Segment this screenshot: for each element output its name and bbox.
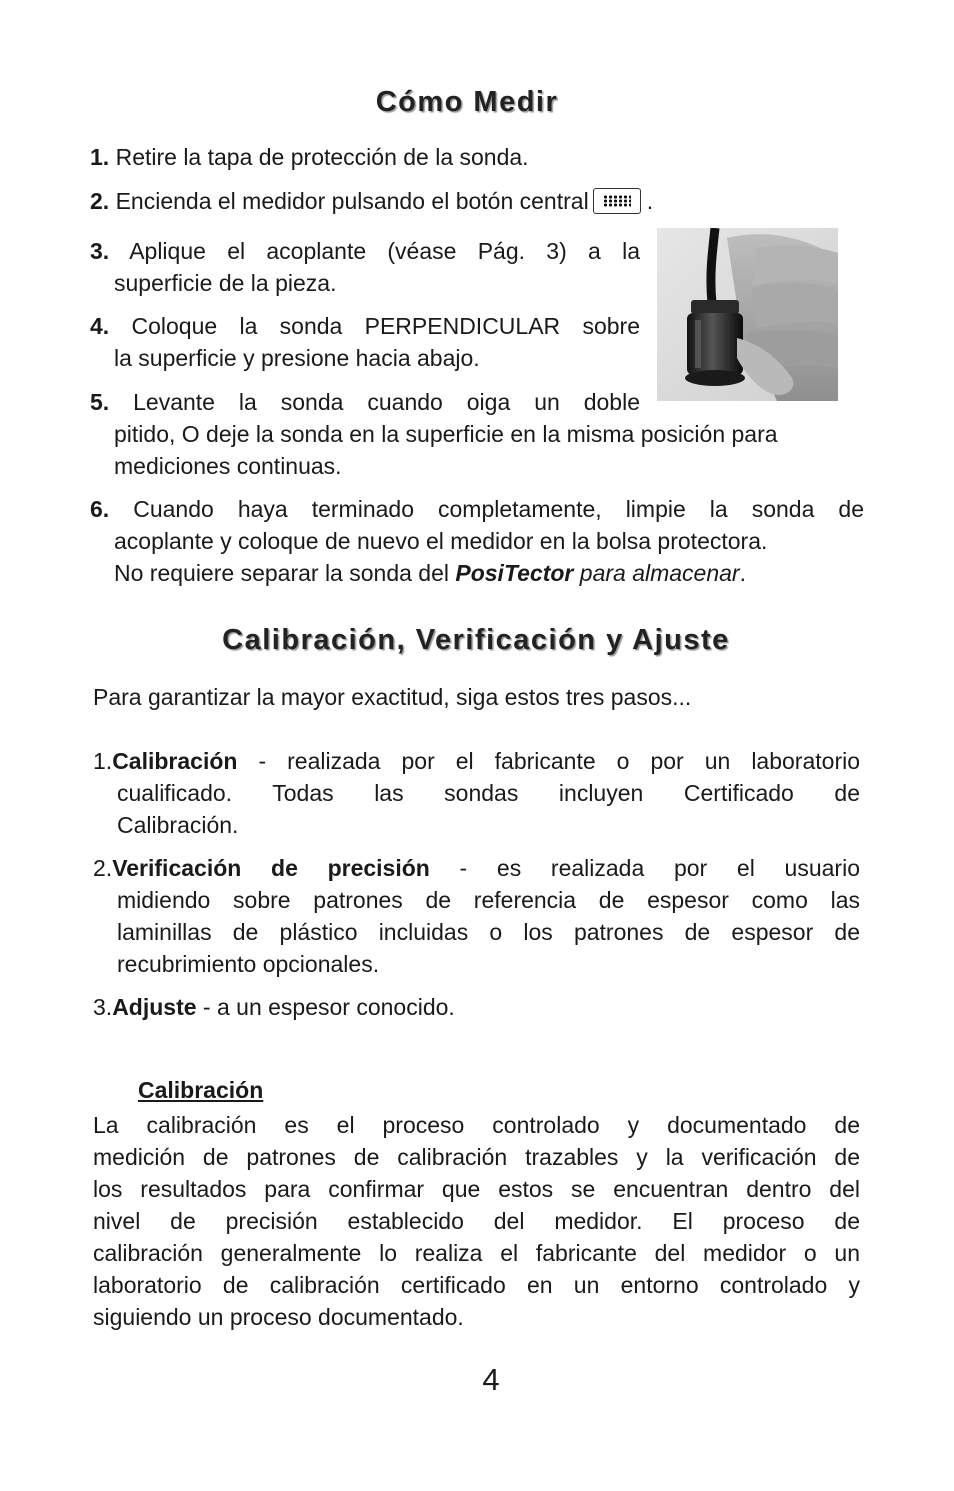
step-number: 1.	[90, 144, 110, 170]
step-4-line-1	[90, 310, 640, 342]
step-text: Coloque la sonda PERPENDICULAR sobre	[109, 313, 640, 339]
brand-name: PosiTector	[455, 560, 574, 586]
item-number: 3.	[93, 994, 113, 1020]
section-intro: Para garantizar la mayor exactitud, siga estos tres pasos...	[93, 684, 692, 710]
step-4-line-2: la superficie y presione hacia abajo.	[114, 345, 480, 371]
step-number: 4.	[90, 313, 110, 339]
step-6-line-2: acoplante y coloque de nuevo el medidor en la bolsa protectora.	[114, 528, 768, 554]
item-number: 2.	[93, 855, 113, 881]
step-6-line-3	[114, 557, 746, 589]
step-text: Retire la tapa de protección de la sonda.	[109, 144, 529, 170]
item-term: Calibración	[112, 748, 238, 774]
item-3	[93, 991, 455, 1023]
probe-in-hand-photo	[657, 228, 838, 401]
step-number: 2.	[90, 188, 110, 214]
step-text-italic: para almacenar	[573, 560, 740, 586]
calibration-paragraph-line: laboratorio de calibración certificado en un entorno controlado y	[93, 1272, 860, 1298]
item-1-line-1	[93, 745, 860, 777]
item-text: - es realizada por el usuario	[429, 855, 860, 881]
section-title-how-to-measure: Cómo Medir	[375, 86, 559, 118]
step-number: 5.	[90, 389, 110, 415]
item-term: Adjuste	[112, 994, 197, 1020]
step-text: Cuando haya terminado completamente, limpie la sonda de	[109, 496, 864, 522]
item-text: - realizada por el fabricante o por un laboratorio	[237, 748, 860, 774]
item-number: 1.	[93, 748, 113, 774]
item-2-line-2: midiendo sobre patrones de referencia de espesor como las	[117, 887, 860, 913]
step-3-line-1	[90, 235, 640, 267]
section-title-calibration-verification-adjustment: Calibración, Verificación y Ajuste	[222, 624, 730, 656]
calibration-paragraph-line: siguiendo un proceso documentado.	[93, 1304, 464, 1330]
step-5-line-2: pitido, O deje la sonda en la superficie en la misma posición para	[114, 421, 778, 447]
item-1-line-3: Calibración.	[117, 812, 239, 838]
step-text: Encienda el medidor pulsando el botón central	[109, 188, 589, 214]
step-5-line-3: mediciones continuas.	[114, 453, 342, 479]
step-number: 3.	[90, 238, 110, 264]
step-2	[90, 185, 653, 217]
step-text-end: .	[739, 560, 746, 586]
step-1	[90, 141, 529, 173]
step-text: Aplique el acoplante (véase Pág. 3) a la	[109, 238, 640, 264]
step-6-line-1	[90, 493, 864, 525]
calibration-subheading: Calibración	[138, 1077, 264, 1103]
center-button-icon	[593, 188, 641, 214]
step-text-end: .	[646, 188, 654, 214]
step-5-line-1	[90, 386, 640, 418]
step-text: No requiere separar la sonda del	[114, 560, 456, 586]
page-number: 4	[482, 1362, 500, 1397]
step-3-line-2: superficie de la pieza.	[114, 270, 337, 296]
item-2-line-1	[93, 852, 860, 884]
item-2-line-3: laminillas de plástico incluidas o los patrones de espesor de	[117, 919, 860, 945]
step-number: 6.	[90, 496, 110, 522]
item-2-line-4: recubrimiento opcionales.	[117, 951, 380, 977]
calibration-paragraph-line: medición de patrones de calibración trazables y la verificación de	[93, 1144, 860, 1170]
calibration-paragraph-line: nivel de precisión establecido del medidor. El proceso de	[93, 1208, 860, 1234]
calibration-paragraph-line: los resultados para confirmar que estos se encuentran dentro del	[93, 1176, 860, 1202]
item-text: - a un espesor conocido.	[196, 994, 455, 1020]
calibration-paragraph-line: calibración generalmente lo realiza el fabricante del medidor o un	[93, 1240, 860, 1266]
item-term: Verificación de precisión	[112, 855, 430, 881]
step-text: Levante la sonda cuando oiga un doble	[109, 389, 640, 415]
calibration-paragraph-line: La calibración es el proceso controlado y documentado de	[93, 1112, 860, 1138]
item-1-line-2: cualificado. Todas las sondas incluyen Certificado de	[117, 780, 860, 806]
